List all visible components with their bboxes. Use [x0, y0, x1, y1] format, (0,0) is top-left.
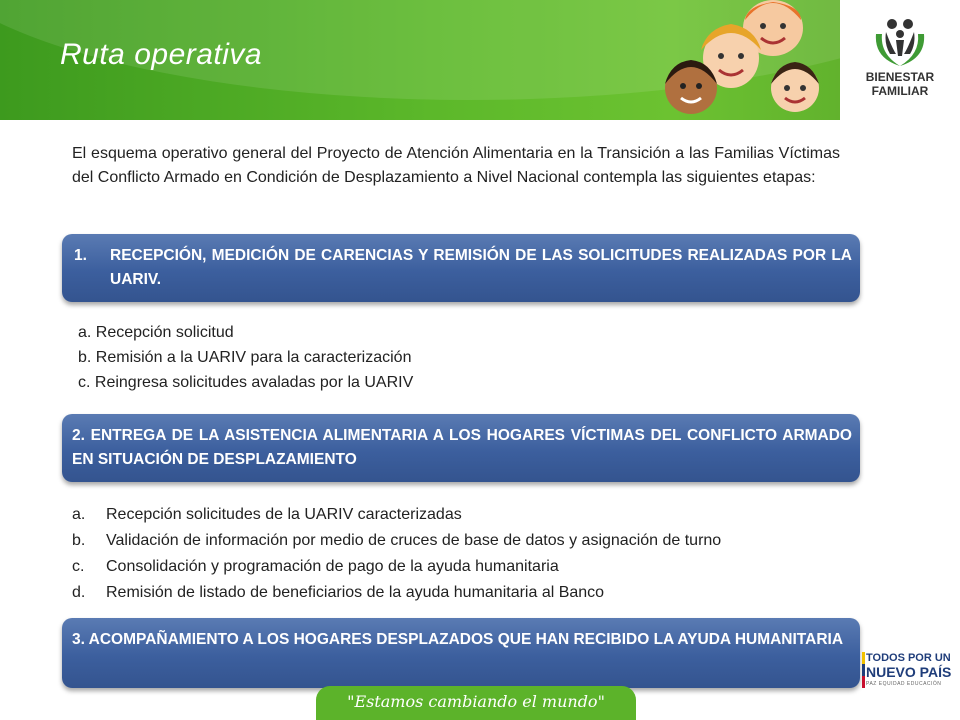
stage1-title: RECEPCIÓN, MEDICIÓN DE CARENCIAS Y REMISIÓN DE LAS SOLICITUDES REALIZADAS POR LA UARIV. [110, 247, 852, 288]
list-item: b. Remisión a la UARIV para la caracterización [78, 349, 412, 366]
logo-wordmark [840, 70, 960, 98]
logo-line1: BIENESTAR [865, 70, 935, 84]
list-text: Validación de información por medio de cruces de base de datos y asignación de turno [106, 532, 722, 549]
logo-line2: FAMILIAR [871, 84, 929, 98]
bienestar-familiar-logo [840, 0, 960, 120]
list-letter: b. [72, 532, 86, 549]
family-hands-icon [870, 14, 930, 68]
stage2-list [72, 502, 862, 606]
list-item [72, 502, 862, 528]
list-letter: c. [72, 558, 85, 575]
list-text: Recepción solicitudes de la UARIV caracterizadas [106, 506, 462, 523]
stage1-list [78, 320, 413, 395]
intro-paragraph: El esquema operativo general del Proyecto de Atención Alimentaria en la Transición a las Familias Víctimas del Conflicto Armado en Condición de Desplazamiento a Nivel Nacional contempla las siguientes etapas: [72, 145, 840, 186]
slogan-text: "Estamos cambiando el mundo" [347, 692, 605, 711]
brand-line3: PAZ EQUIDAD EDUCACIÓN [866, 681, 942, 687]
stage1-bar [62, 234, 860, 302]
list-letter: d. [72, 584, 86, 601]
stage2-bar [62, 414, 860, 482]
slogan-banner [316, 686, 636, 720]
todos-por-un-nuevo-pais-logo [862, 650, 958, 690]
list-item: c. Reingresa solicitudes avaladas por la UARIV [78, 374, 414, 391]
stage3-bar [62, 618, 860, 688]
brand-line2: NUEVO PAÍS [866, 664, 952, 680]
list-text: Remisión de listado de beneficiarios de la ayuda humanitaria al Banco [106, 584, 605, 601]
brand-line1: TODOS POR UN [866, 652, 951, 664]
stage3-title: 3. ACOMPAÑAMIENTO A LOS HOGARES DESPLAZADOS QUE HAN RECIBIDO LA AYUDA HUMANITARIA [72, 631, 844, 648]
list-item [72, 528, 862, 554]
list-item [72, 554, 862, 580]
list-item: a. Recepción solicitud [78, 324, 234, 341]
flag-stripe-icon [862, 652, 865, 688]
list-item [72, 580, 862, 606]
header-banner [0, 0, 960, 120]
page-title: Ruta operativa [60, 38, 263, 71]
children-illustration [655, 0, 825, 120]
list-letter: a. [72, 506, 86, 523]
stage1-number: 1. [74, 247, 87, 264]
stage2-title: 2. ENTREGA DE LA ASISTENCIA ALIMENTARIA A LOS HOGARES VÍCTIMAS DEL CONFLICTO ARMADO EN SITUACIÓN DE DESPLAZAMIENTO [72, 427, 852, 468]
list-text: Consolidación y programación de pago de la ayuda humanitaria [106, 558, 559, 575]
